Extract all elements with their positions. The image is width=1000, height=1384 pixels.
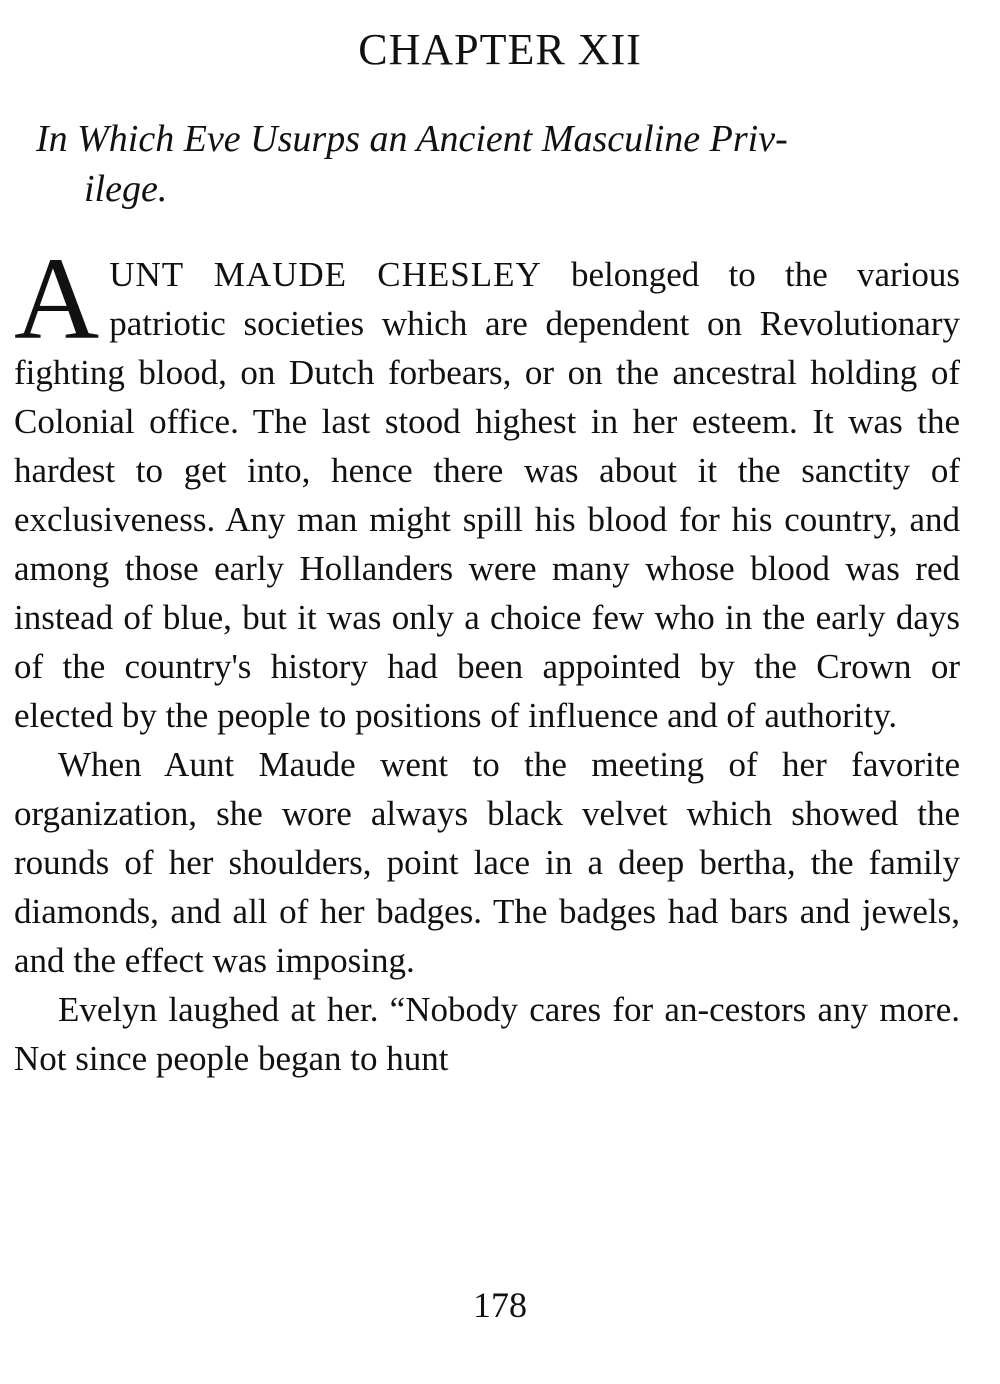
paragraph-3: Evelyn laughed at her. “Nobody cares for an-cestors any more. Not since people began to hunt [14,990,960,1078]
drop-cap: A [14,233,100,364]
chapter-subtitle-line2: ilege. [84,168,168,210]
page-number: 178 [473,1285,527,1325]
chapter-subtitle-line1: In Which Eve Usurps an Ancient Masculine Priv- [36,118,788,160]
paragraph-1 [14,233,960,740]
opening-caps: UNT MAUDE CHESLEY [109,255,542,294]
paragraph-2: When Aunt Maude went to the meeting of her favorite organization, she wore always black velvet which showed the rounds of her shoulders, point lace in a deep bertha, the family diamonds, and all of her badges. The badges had bars and jewels, and the effect was imposing. [14,745,960,980]
paragraph-1-text: belonged to the various patriotic societies which are dependent on Revolutionary fighting blood, on Dutch forbears, or on the ancestral holding of Colonial office. The last stood highest in her esteem. It was the hardest to get into, hence there was about it the sanctity of exclusiveness. Any man might spill his blood for his country, and among those early Hollanders were many whose blood was red instead of blue, but it was only a choice few who in the early days of the country's history had been appointed by the Crown or elected by the people to positions of influence and of authority. [14,255,960,735]
chapter-body [14,233,960,1083]
chapter-heading: CHAPTER XII [358,25,642,74]
chapter-subtitle [36,114,956,214]
